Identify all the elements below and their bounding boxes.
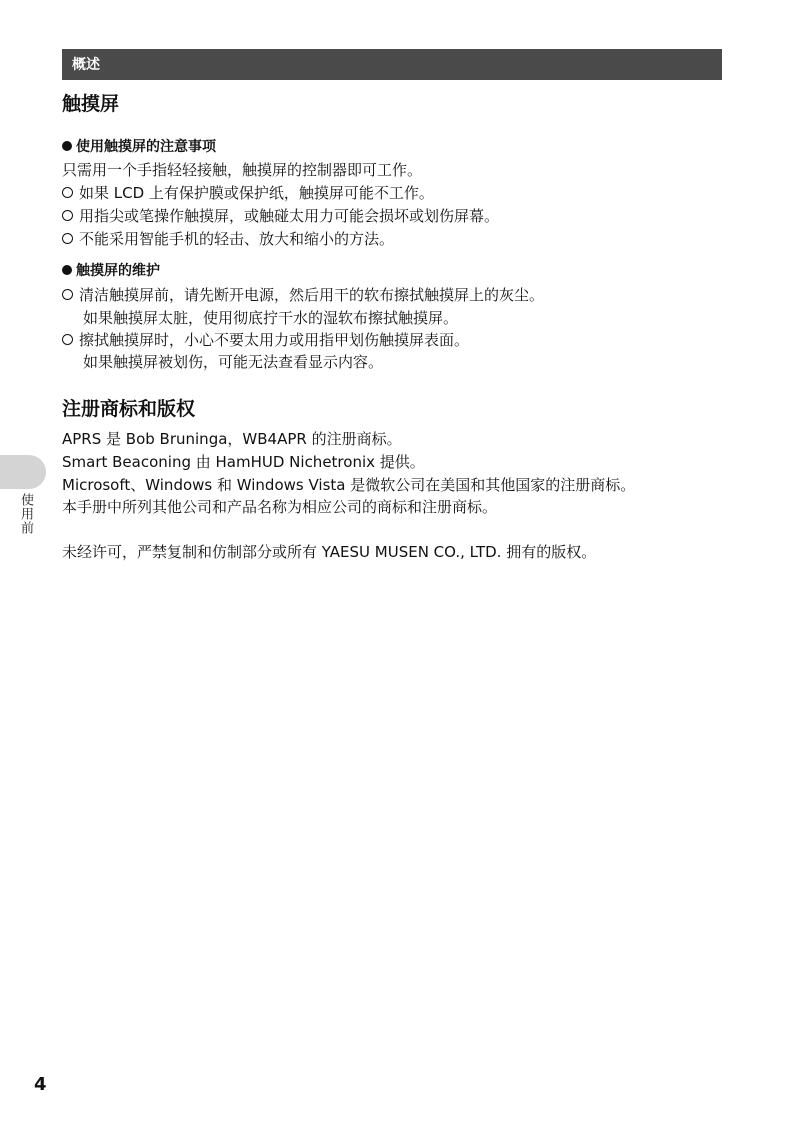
- copyright-notice: 未经许可，严禁复制和仿制部分或所有 YAESU MUSEN CO., LTD. 拥有的版权。: [62, 543, 597, 561]
- section-header-label: 概述: [72, 57, 100, 73]
- page-number: 4: [34, 1074, 47, 1095]
- circle-bullet-icon: [62, 187, 73, 198]
- list-item: [62, 184, 434, 202]
- list-item-text: 如果 LCD 上有保护膜或保护纸，触摸屏可能不工作。: [79, 184, 434, 202]
- trademark-line: 本手册中所列其他公司和产品名称为相应公司的商标和注册商标。: [62, 498, 498, 516]
- circle-bullet-icon: [62, 289, 73, 300]
- list-item: [62, 331, 469, 349]
- trademarks-title: 注册商标和版权: [62, 398, 196, 420]
- list-item-text: 擦拭触摸屏时，小心不要太用力或用指甲划伤触摸屏表面。: [79, 331, 470, 349]
- maintenance-heading: [62, 262, 160, 280]
- circle-bullet-icon: [62, 334, 73, 345]
- list-item-text: 用指尖或笔操作触摸屏，或触碰太用力可能会损坏或划伤屏幕。: [79, 207, 500, 225]
- bullet-dot-icon: [62, 141, 72, 151]
- list-item: [62, 207, 499, 225]
- trademark-line: Microsoft、Windows 和 Windows Vista 是微软公司在美国和其他国家的注册商标。: [62, 476, 636, 494]
- chapter-side-tab: [0, 455, 46, 489]
- usage-notes-heading-text: 使用触摸屏的注意事项: [76, 139, 216, 155]
- list-item-continuation: 如果触摸屏被划伤，可能无法查看显示内容。: [83, 353, 384, 371]
- list-item-continuation: 如果触摸屏太脏，使用彻底拧干水的湿软布擦拭触摸屏。: [83, 309, 459, 327]
- list-item: [62, 286, 544, 304]
- touchscreen-title: 触摸屏: [62, 93, 120, 115]
- list-item-text: 清洁触摸屏前，请先断开电源，然后用干的软布擦拭触摸屏上的灰尘。: [79, 286, 545, 304]
- list-item: [62, 230, 394, 248]
- usage-intro: 只需用一个手指轻轻接触，触摸屏的控制器即可工作。: [62, 161, 423, 179]
- list-item-text: 不能采用智能手机的轻击、放大和缩小的方法。: [79, 230, 395, 248]
- trademark-line: Smart Beaconing 由 HamHUD Nichetronix 提供。: [62, 453, 425, 471]
- trademark-line: APRS 是 Bob Bruninga，WB4APR 的注册商标。: [62, 430, 402, 448]
- maintenance-heading-text: 触摸屏的维护: [76, 263, 160, 279]
- usage-notes-heading: [62, 138, 216, 156]
- circle-bullet-icon: [62, 210, 73, 221]
- circle-bullet-icon: [62, 233, 73, 244]
- section-header-bar: [62, 49, 722, 80]
- chapter-side-label: 使用前: [18, 493, 33, 535]
- bullet-dot-icon: [62, 265, 72, 275]
